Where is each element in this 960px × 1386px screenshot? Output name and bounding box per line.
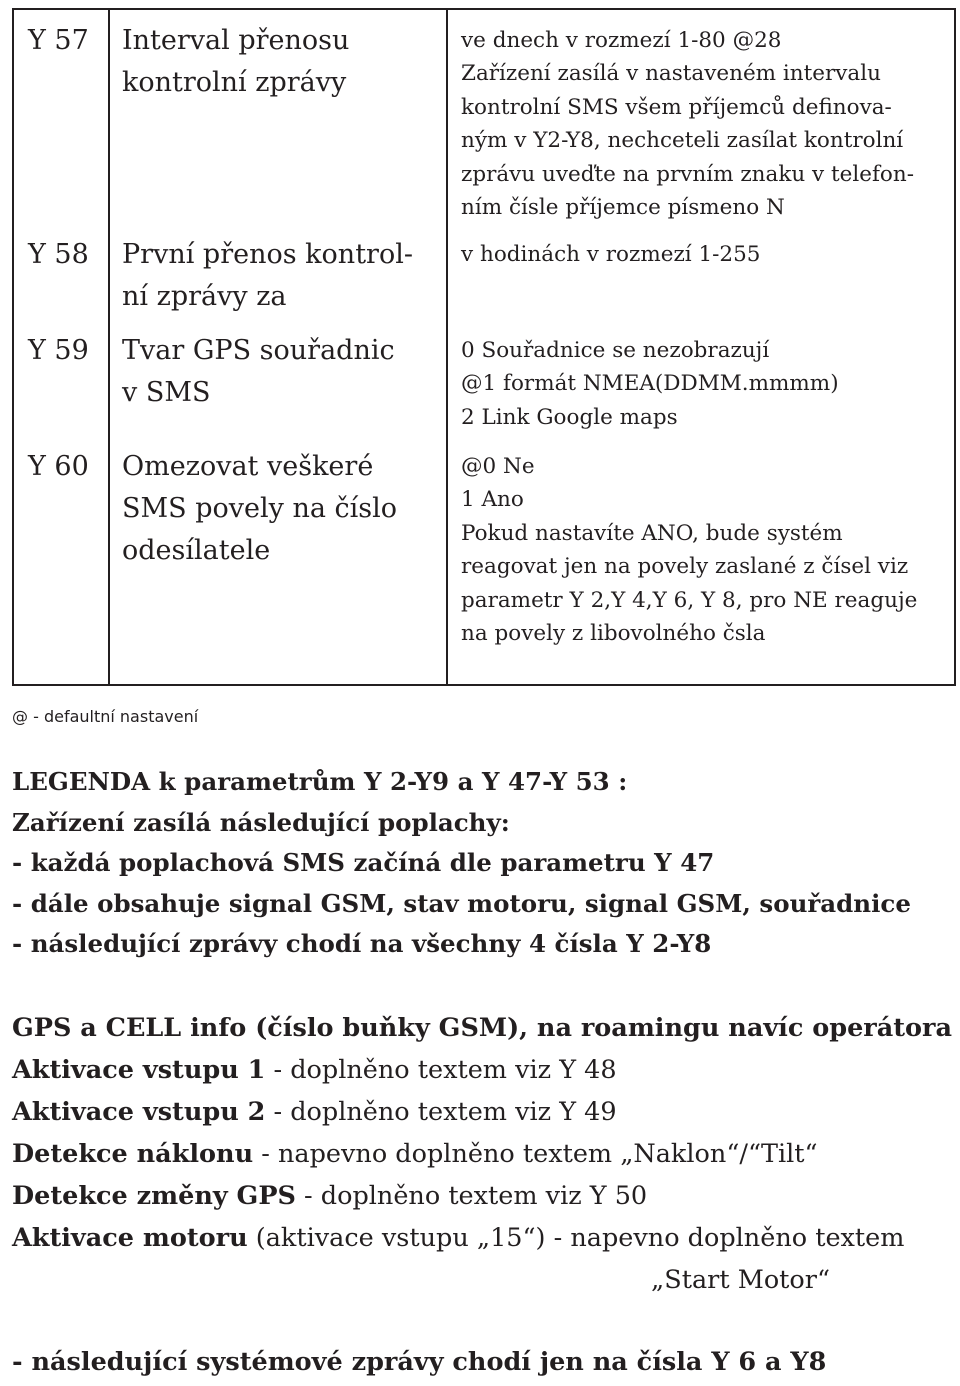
- legend-line: - dále obsahuje signal GSM, stav motoru, signal GSM, souřadnice: [12, 888, 911, 918]
- legend-line: - každá poplachová SMS začíná dle parametru Y 47: [12, 848, 715, 877]
- legend-line: Zařízení zasílá následující poplachy:: [12, 807, 510, 837]
- param-description: @0 Ne 1 Ano Pokud nastavíte ANO, bude systém reagovat jen na povely zaslané z čísel viz parametr Y 2,Y 4,Y 6, Y 8, pro NE reaguje na povely z libovolného čsla: [461, 454, 918, 647]
- param-code: Y 59: [28, 335, 89, 366]
- list-item: Detekce náklonu - napevno doplněno textem „Naklon“/“Tilt“: [12, 1139, 818, 1169]
- start-motor-text: „Start Motor“: [651, 1265, 830, 1295]
- list-item: Aktivace vstupu 1 - doplněno textem viz Y 48: [12, 1055, 617, 1085]
- legend-section: [12, 762, 952, 965]
- param-name: Tvar GPS souřadnic v SMS: [122, 335, 395, 408]
- list-item: Detekce změny GPS - doplněno textem viz Y 50: [12, 1181, 648, 1211]
- legend-line: - následující zprávy chodí na všechny 4 čísla Y 2-Y8: [12, 929, 712, 958]
- legend-heading: LEGENDA k parametrům Y 2-Y9 a Y 47-Y 53 :: [12, 767, 628, 796]
- system-messages-line: - následující systémové zprávy chodí jen na čísla Y 6 a Y8: [12, 1347, 827, 1377]
- param-description: 0 Souřadnice se nezobrazují @1 formát NMEA(DDMM.mmmm) 2 Link Google maps: [461, 338, 839, 430]
- gps-cell-info-line: GPS a CELL info (číslo buňky GSM), na roamingu navíc operátora: [12, 1013, 953, 1043]
- param-name: Omezovat veškeré SMS povely na číslo odesílatele: [122, 451, 398, 566]
- param-name: Interval přenosu kontrolní zprávy: [122, 25, 350, 98]
- param-description: v hodinách v rozmezí 1-255: [461, 242, 761, 267]
- param-code: Y 60: [28, 451, 89, 482]
- default-setting-note: @ - defaultní nastavení: [12, 707, 199, 726]
- param-name: První přenos kontrol- ní zprávy za: [122, 239, 413, 312]
- alarm-list: [12, 1007, 952, 1301]
- parameter-table: [12, 8, 956, 686]
- param-code: Y 58: [28, 239, 89, 270]
- column-divider-2: [446, 10, 448, 684]
- list-item: Aktivace vstupu 2 - doplněno textem viz Y 49: [12, 1097, 617, 1127]
- param-description: ve dnech v rozmezí 1-80 @28 Zařízení zasílá v nastaveném intervalu kontrolní SMS všem příjemců definova- ným v Y2-Y8, nechceteli zasílat kontrolní zprávu uveďte na prvním znaku v telefon- ním čísle příjemce písmeno N: [461, 28, 914, 221]
- column-divider-1: [108, 10, 110, 684]
- param-code: Y 57: [28, 25, 89, 56]
- list-item: Aktivace motoru (aktivace vstupu „15“) - napevno doplněno textem: [12, 1223, 905, 1253]
